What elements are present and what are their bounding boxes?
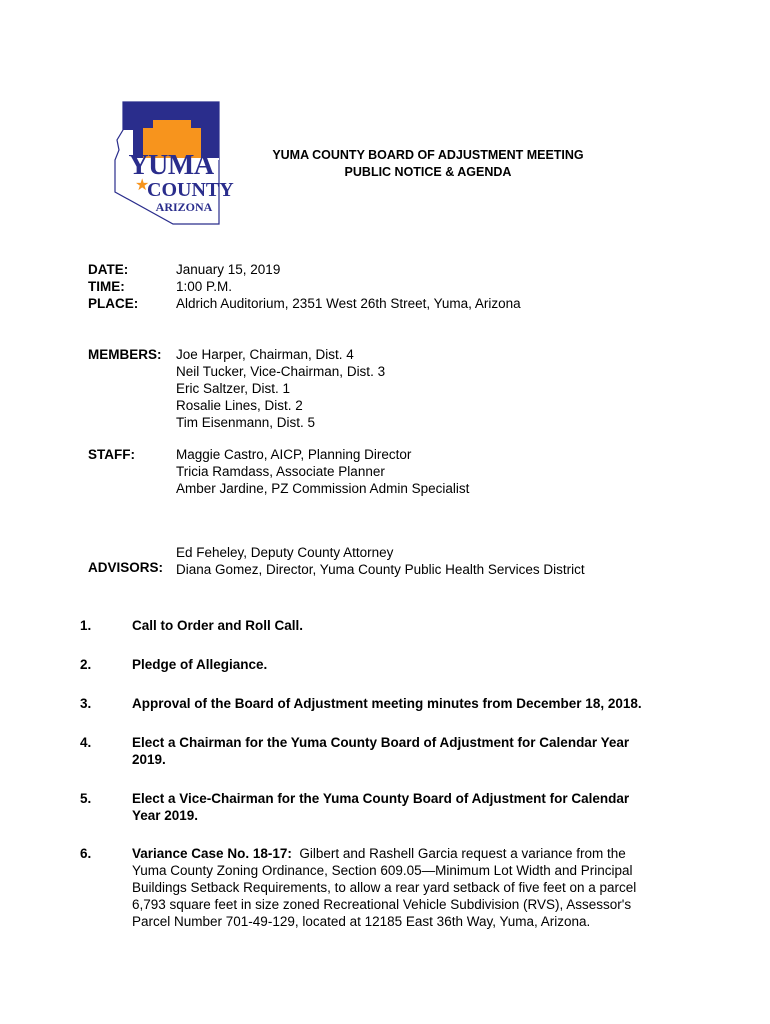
advisor-item: Diana Gomez, Director, Yuma County Public Health Services District — [176, 562, 585, 577]
agenda-item-text — [132, 734, 677, 768]
agenda-text-line: Buildings Setback Requirements, to allow a rear yard setback of five feet on a parcel — [132, 880, 637, 895]
date-value: January 15, 2019 — [176, 262, 281, 277]
member-item: Joe Harper, Chairman, Dist. 4 — [176, 347, 354, 362]
yuma-county-logo — [113, 100, 234, 226]
time-label: TIME: — [88, 279, 125, 294]
advisor-item: Ed Feheley, Deputy County Attorney — [176, 545, 394, 560]
agenda-item-text: Pledge of Allegiance. — [132, 657, 268, 672]
case-description: Gilbert and Rashell Garcia request a variance from the — [291, 846, 626, 861]
agenda-item-number: 2. — [80, 657, 92, 672]
agenda-text-line: Parcel Number 701-49-129, located at 12185 East 36th Way, Yuma, Arizona. — [132, 914, 591, 929]
title-line-2: PUBLIC NOTICE & AGENDA — [344, 165, 512, 179]
logo-text-yuma: YUMA — [128, 150, 214, 181]
agenda-text-line: 6,793 square feet in size zoned Recreational Vehicle Subdivision (RVS), Assessor's — [132, 897, 632, 912]
agenda-item-text — [132, 845, 677, 930]
agenda-text-line: Year 2019. — [132, 808, 199, 823]
place-label: PLACE: — [88, 296, 139, 311]
member-item: Eric Saltzer, Dist. 1 — [176, 381, 291, 396]
agenda-text-line — [132, 845, 677, 862]
agenda-item-number: 5. — [80, 791, 92, 806]
star-icon: ★ — [135, 177, 150, 194]
agenda-text-line: Elect a Chairman for the Yuma County Board of Adjustment for Calendar Year — [132, 735, 630, 750]
member-item: Neil Tucker, Vice-Chairman, Dist. 3 — [176, 364, 386, 379]
agenda-item-number: 1. — [80, 618, 92, 633]
place-value: Aldrich Auditorium, 2351 West 26th Street, Yuma, Arizona — [176, 296, 521, 311]
logo-text-county: COUNTY — [147, 179, 234, 201]
page-title — [238, 147, 618, 181]
case-number: Variance Case No. 18-17: — [132, 846, 292, 861]
title-line-1: YUMA COUNTY BOARD OF ADJUSTMENT MEETING — [272, 148, 584, 162]
agenda-text-line: 2019. — [132, 752, 166, 767]
time-value: 1:00 P.M. — [176, 279, 233, 294]
agenda-item-number: 3. — [80, 696, 92, 711]
members-label: MEMBERS: — [88, 347, 162, 362]
date-label: DATE: — [88, 262, 129, 277]
agenda-item-number: 4. — [80, 735, 92, 750]
staff-item: Amber Jardine, PZ Commission Admin Specialist — [176, 481, 470, 496]
logo-text-arizona: ARIZONA — [155, 200, 213, 214]
member-item: Rosalie Lines, Dist. 2 — [176, 398, 303, 413]
agenda-item-text — [132, 790, 677, 824]
advisors-label: ADVISORS: — [88, 560, 164, 575]
staff-item: Maggie Castro, AICP, Planning Director — [176, 447, 412, 462]
agenda-item-text: Approval of the Board of Adjustment meeting minutes from December 18, 2018. — [132, 696, 642, 711]
agenda-text-line: Elect a Vice-Chairman for the Yuma County Board of Adjustment for Calendar — [132, 791, 630, 806]
staff-label: STAFF: — [88, 447, 135, 462]
member-item: Tim Eisenmann, Dist. 5 — [176, 415, 316, 430]
agenda-item-number: 6. — [80, 846, 92, 861]
agenda-text-line: Yuma County Zoning Ordinance, Section 609.05—Minimum Lot Width and Principal — [132, 863, 633, 878]
agenda-item-text: Call to Order and Roll Call. — [132, 618, 304, 633]
staff-item: Tricia Ramdass, Associate Planner — [176, 464, 385, 479]
